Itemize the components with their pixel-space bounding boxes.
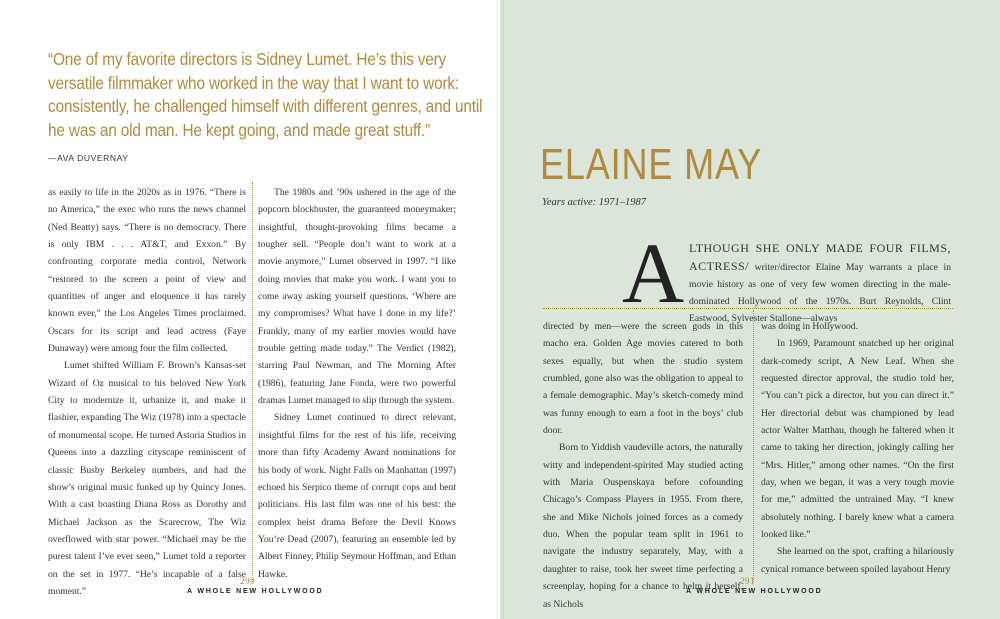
- paragraph: as easily to life in the 2020s as in 1976. “There is no America,” the exec who runs the news channel (Ned Beatty) says. “There is no democracy. There is only IBM . . . AT&T, and Exxon.” By confronting corporate media control, Network “restored to the screen a point of view and quantities of anger and eloquence it has rarely known ever,” the Los Angeles Times proclaimed. Oscars for its script and lead actress (Faye Dunaway) were among four the film collected.: [48, 187, 246, 355]
- column-divider: [753, 310, 754, 582]
- paragraph: Sidney Lumet continued to direct relevant, insightful films for the rest of his life, receiving more than fifty Academy Award nominations for his body of work. Night Falls on Manhattan (1997) echoed his Serpico theme of corrupt cops and bent politicians. His last film was one of his best: the complex heist drama Before the Devil Knows You’re Dead (2007), featuring an ensemble led by Albert Finney, Philip Seymour Hoffman, and Ethan Hawke.: [258, 412, 456, 580]
- left-column-2: [258, 184, 456, 583]
- paragraph: directed by men—were the screen gods in this macho era. Golden Age movies catered to both sexes equally, but when the studio system crumbled, gone also was the obligation to appeal to a female demographic. May’s sketch-comedy mind was funny enough to earn a foot in the boys’ club door.: [543, 321, 743, 437]
- paragraph: In 1969, Paramount snatched up her original dark-comedy script, A New Leaf. When she requested director approval, the studio told her, “You can’t pick a director, but you can direct it.” Her directorial debut was championed by lead actor Walter Matthau, though he faltered when it came to taking her direction, jokingly calling her “Mrs. Hitler,” among other names. “On the first day, when we began, it was a very tough movie for me,” admitted the untrained May. “I knew absolutely nothing. I barely knew what a camera looked like.”: [761, 338, 954, 541]
- right-column-1: [543, 318, 743, 613]
- book-gutter: [496, 0, 504, 619]
- right-column-2: [761, 318, 954, 578]
- paragraph: She learned on the spot, crafting a hilariously cynical romance between spoiled layabout Henry: [761, 546, 954, 575]
- section-title: ELAINE MAY: [540, 140, 763, 189]
- intro-text: writer/director Elaine May warrants a place in movie history as one of very few women directing in the male-dominated Hollywood of the 1970s. Burt Reynolds, Clint Eastwood, Sylvester Stallone—always: [689, 262, 952, 324]
- paragraph: Born to Yiddish vaudeville actors, the naturally witty and independent-spirited May studied acting with Maria Ouspenskaya before cofounding Chicago’s Compass Players in 1955. From there, she and Mike Nichols joined forces as a comedy duo. When the popular team split in 1961 to navigate the industry separately, May, with a daughter to raise, took her sweet time perfecting a screenplay, hoping for a chance to helm it herself, as Nichols: [543, 442, 743, 610]
- paragraph: was doing in Hollywood.: [761, 321, 859, 332]
- quote-attribution: —AVA DUVERNAY: [48, 153, 129, 163]
- page-number: 291: [740, 576, 755, 586]
- paragraph: The 1980s and ’90s ushered in the age of the popcorn blockbuster, the guaranteed moneymaker; insightful, thought-provoking films became a tougher sell. “People don’t want to work at a movie anymore,” Lumet observed in 1997. “I like doing movies that make you work. I want you to come away asking yourself questions. ‘Where are my compromises? What have I done in my life?’ Frankly, many of my earlier movies would have trouble getting made today.” The Verdict (1982), starring Paul Newman, and The Morning After (1986), featuring Jane Fonda, were two powerful dramas Lumet managed to slip through the system.: [258, 187, 456, 407]
- pull-quote: “One of my favorite directors is Sidney Lumet. He’s this very versatile filmmaker who worked in the way that I want to work: consistently, he challenged himself with different genres, and until he was an old man. He kept going, and made great stuff.”: [48, 49, 483, 140]
- left-column-1: [48, 184, 246, 600]
- intro-lead: LTHOUGH SHE ONLY MADE FOUR FILMS, ACTRESS/: [689, 241, 951, 273]
- paragraph: Lumet shifted William F. Brown’s Kansas-set Wizard of Oz musical to his beloved New York City to modernize it, urbanize it, and make it flashier, expanding The Wiz (1978) into a spectacle of monumental scope. He turned Astoria Studios in Queens into a dazzling cityscape reminiscent of classic Busby Berkeley numbers, and had the show’s original music funked up by Quincy Jones. With a cast boasting Diana Ross as Dorothy and Michael Jackson as the Scarecrow, The Wiz overflowed with star power. “Michael may be the purest talent I’ve ever seen,” Lumet told a reporter on the set in 1977. “He’s incapable of a false moment.”: [48, 360, 246, 597]
- running-footer: A WHOLE NEW HOLLYWOOD: [187, 588, 324, 595]
- horizontal-divider: [543, 308, 953, 309]
- page-number: 290: [240, 576, 255, 586]
- running-footer: A WHOLE NEW HOLLYWOOD: [686, 588, 823, 595]
- drop-cap: A: [622, 225, 685, 321]
- years-active: Years active: 1971–1987: [542, 197, 647, 208]
- column-divider: [252, 182, 253, 582]
- intro-paragraph: [689, 240, 951, 327]
